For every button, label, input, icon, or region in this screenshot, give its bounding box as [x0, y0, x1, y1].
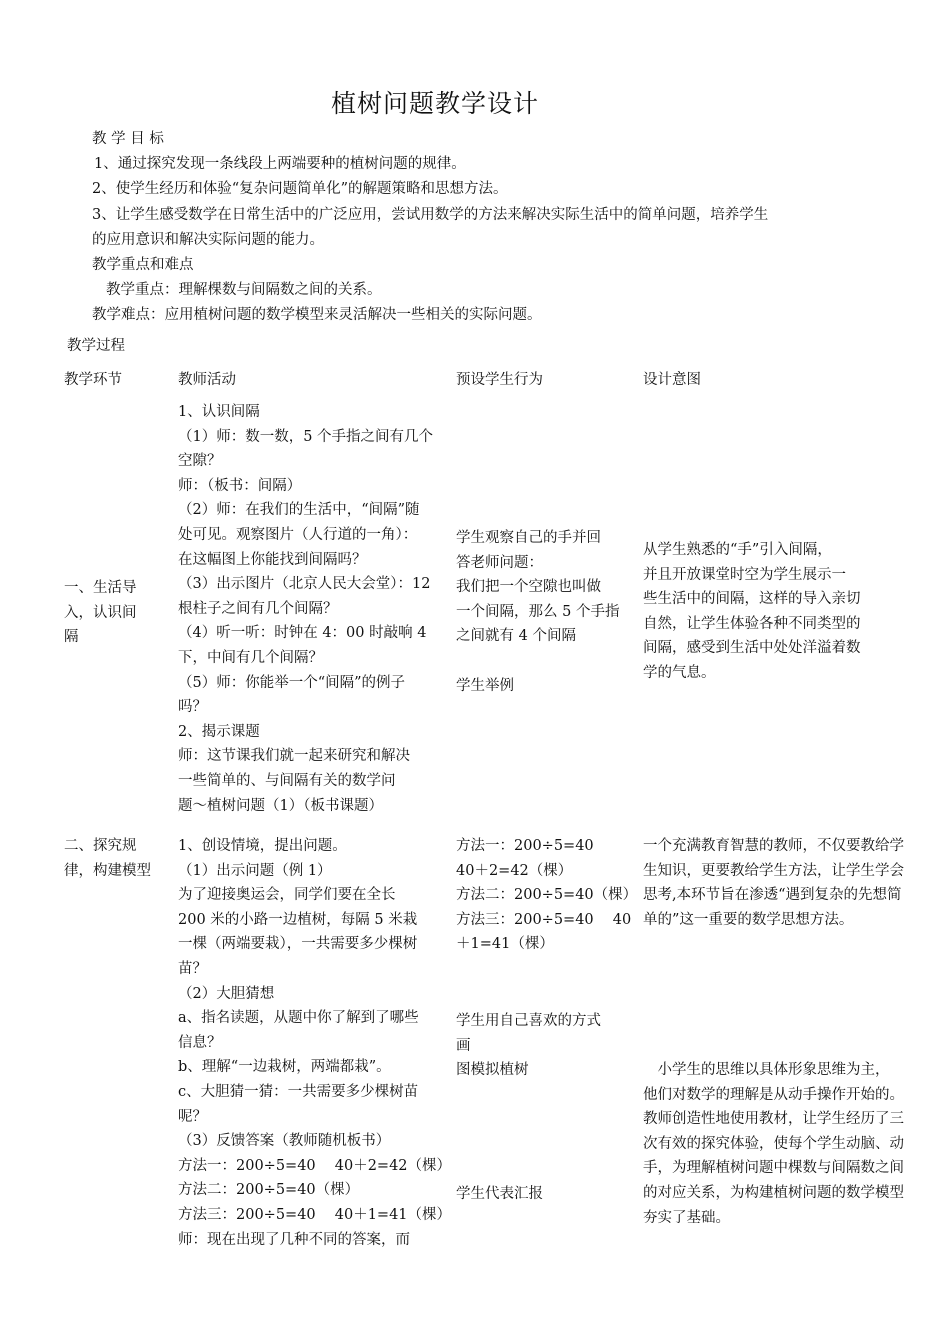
text-line: 律，构建模型	[64, 862, 151, 879]
text-line: 学生观察自己的手并回	[456, 530, 601, 546]
text-line: 二、探究规	[64, 838, 137, 854]
goal-item: 2、使学生经历和体验“复杂问题简单化”的解题策略和思想方法。	[92, 181, 508, 197]
text-line: 入，认识间	[64, 604, 137, 621]
table-row-2-stage	[64, 834, 151, 883]
table-header-teacher: 教师活动	[178, 372, 236, 388]
document-title: 植树问题教学设计	[330, 89, 539, 118]
goals-heading: 教 学 目 标	[92, 131, 164, 147]
text-line: 他们对数学的理解是从动手操作开始的。	[643, 1086, 904, 1103]
text-line: 一些简单的、与间隔有关的数学问	[178, 772, 396, 789]
text-line: 隔	[64, 629, 79, 646]
text-line: 我们把一个空隙也叫做	[456, 579, 601, 596]
text-line: ＋1=41（棵）	[456, 936, 554, 953]
table-row-1-teacher	[178, 400, 433, 818]
table-row-2-student-simulate	[456, 1058, 529, 1083]
text-line: 些生活中的间隔，这样的导入亲切	[643, 591, 861, 608]
table-row-1-intent	[643, 538, 861, 686]
text-line: b、理解“一边栽树，两端都栽”。	[178, 1059, 391, 1076]
text-line: 信息？	[178, 1034, 222, 1051]
text-line: 自然，让学生体验各种不同类型的	[643, 615, 861, 632]
text-line: 师：这节课我们就一起来研究和解决	[178, 748, 410, 765]
text-line: 2、揭示课题	[178, 723, 260, 740]
text-line: 根柱子之间有几个间隔？	[178, 600, 338, 617]
text-line: 1、创设情境，提出问题。	[178, 838, 347, 854]
table-row-2-student-methods	[456, 834, 637, 957]
text-line: 方法一：200÷5=40	[456, 838, 594, 854]
text-line: （3）反馈答案（教师随机板书）	[178, 1133, 391, 1150]
text-line: 答老师问题：	[456, 554, 543, 571]
text-line: 一个充满教育智慧的教师，不仅要教给学	[643, 838, 904, 854]
table-row-2-teacher	[178, 834, 451, 1252]
table-row-2-student-draw	[456, 1009, 601, 1058]
text-line: c、大胆猜一猜：一共需要多少棵树苗	[178, 1083, 419, 1100]
text-line: 40＋2=42（棵）	[456, 862, 573, 879]
text-line: 学的气息。	[643, 664, 716, 681]
table-header-intent: 设计意图	[643, 372, 701, 388]
text-line: 思考,本环节旨在渗透“遇到复杂的先想简	[643, 887, 902, 904]
text-line: 间隔，感受到生活中处处洋溢着数	[643, 640, 861, 657]
goal-item: 3、让学生感受数学在日常生活中的广泛应用，尝试用数学的方法来解决实际生活中的简单问题，培养学生	[92, 207, 769, 223]
text-line: 学生代表汇报	[456, 1186, 543, 1202]
text-line: 方法二：200÷5=40（棵）	[456, 887, 638, 904]
text-line: 夯实了基础。	[643, 1209, 730, 1226]
text-line: 在这幅图上你能找到间隔吗？	[178, 551, 367, 568]
text-line: 之间就有 4 个间隔	[456, 628, 576, 645]
table-header-student: 预设学生行为	[456, 372, 543, 388]
text-line: （4）听一听：时钟在 4：00 时敲响 4	[178, 625, 427, 642]
text-line: 小学生的思维以具体形象思维为主，	[643, 1062, 890, 1078]
text-line: 1、认识间隔	[178, 404, 260, 420]
text-line: 一棵（两端要栽），一共需要多少棵树	[178, 936, 418, 953]
key-heading: 教学重点和难点	[92, 257, 194, 273]
text-line: （2）师：在我们的生活中，“间隔”随	[178, 502, 420, 519]
text-line: （1）出示问题（例 1）	[178, 862, 332, 879]
table-header-stage: 教学环节	[64, 372, 122, 388]
text-line: 并且开放课堂时空为学生展示一	[643, 566, 846, 583]
text-line: 的对应关系，为构建植树问题的数学模型	[643, 1184, 904, 1201]
text-line: 下，中间有几个间隔？	[178, 649, 323, 666]
process-heading: 教学过程	[67, 338, 125, 354]
key-point: 教学重点：理解棵数与间隔数之间的关系。	[106, 282, 382, 298]
text-line: 方法三：200÷5=40 40＋1=41（棵）	[178, 1206, 452, 1223]
table-row-2-student-report	[456, 1182, 543, 1207]
text-line: 师：现在出现了几种不同的答案，而	[178, 1231, 410, 1248]
text-line: 题～植树问题（1）（板书课题）	[178, 797, 383, 814]
text-line: 为了迎接奥运会，同学们要在全长	[178, 887, 396, 904]
text-line: 教师创造性地使用教材，让学生经历了三	[643, 1111, 904, 1128]
text-line: （5）师：你能举一个“间隔”的例子	[178, 674, 406, 691]
text-line: 方法一：200÷5=40 40＋2=42（棵）	[178, 1157, 452, 1174]
text-line: 呢？	[178, 1108, 207, 1125]
text-line: 单的”这一重要的数学思想方法。	[643, 911, 854, 928]
text-line: 方法三：200÷5=40 40	[456, 911, 632, 928]
text-line: 学生举例	[456, 678, 514, 694]
table-row-2-intent-b	[643, 1058, 904, 1230]
text-line: 一、生活导	[64, 580, 137, 596]
text-line: 图模拟植树	[456, 1062, 529, 1078]
text-line: 生知识，更要教给学生方法，让学生学会	[643, 862, 904, 879]
text-line: （1）师：数一数，5 个手指之间有几个	[178, 428, 434, 445]
text-line: 从学生熟悉的“手”引入间隔，	[643, 542, 832, 558]
text-line: 苗？	[178, 960, 207, 977]
text-line: 手，为理解植树问题中棵数与间隔数之间	[643, 1160, 904, 1177]
text-line: 处可见。观察图片（人行道的一角）：	[178, 526, 418, 543]
text-line: a、指名读题，从题中你了解到了哪些	[178, 1010, 419, 1027]
table-row-2-intent-a	[643, 834, 904, 932]
goal-item: 1、通过探究发现一条线段上两端要种的植树问题的规律。	[94, 156, 466, 172]
table-row-1-student-example	[456, 674, 514, 699]
text-line: 200 米的小路一边植树，每隔 5 米栽	[178, 911, 418, 928]
text-line: 一个间隔，那么 5 个手指	[456, 603, 620, 620]
table-row-1-stage	[64, 576, 137, 650]
text-line: 吗？	[178, 699, 207, 716]
text-line: （2）大胆猜想	[178, 985, 275, 1002]
table-row-1-student	[456, 526, 619, 649]
text-line: 画	[456, 1037, 471, 1054]
text-line: 空隙？	[178, 453, 222, 470]
difficult-point: 教学难点：应用植树问题的数学模型来灵活解决一些相关的实际问题。	[92, 307, 542, 323]
text-line: 次有效的探究体验，使每个学生动脑、动	[643, 1135, 904, 1152]
text-line: 方法二：200÷5=40（棵）	[178, 1182, 360, 1199]
text-line: （3）出示图片（北京人民大会堂）：12	[178, 576, 431, 593]
text-line: 师：（板书：间隔）	[178, 477, 302, 494]
text-line: 学生用自己喜欢的方式	[456, 1013, 601, 1029]
goal-item: 的应用意识和解决实际问题的能力。	[92, 232, 324, 248]
